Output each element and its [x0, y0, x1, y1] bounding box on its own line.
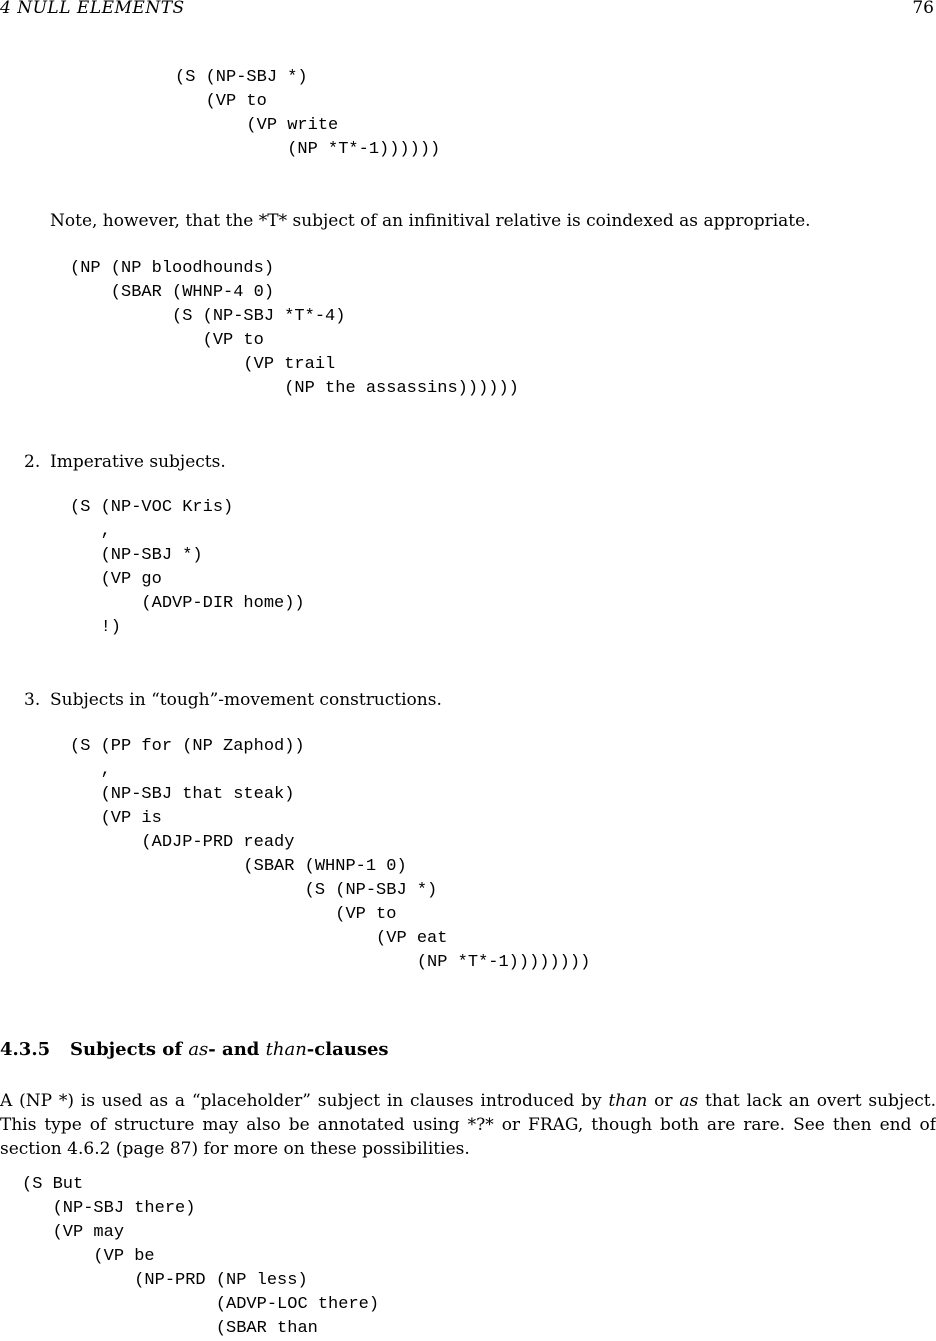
body-text: A (NP *) is used as a “placeholder” subject in clauses introduced by: [0, 1091, 609, 1111]
list-item-number: 2.: [24, 452, 41, 472]
note-paragraph: Note, however, that the *T* subject of an infinitival relative is coindexed as appropriate.: [50, 211, 811, 231]
section-title-than: than: [265, 1039, 307, 1060]
page-number: 76: [912, 0, 934, 18]
section-number: 4.3.5: [0, 1039, 51, 1060]
section-title-as: as: [188, 1039, 209, 1060]
code-example-infinitive: (S (NP-SBJ *) (VP to (VP write (NP *T*-1)))))): [175, 68, 441, 159]
body-text-than: than: [608, 1091, 648, 1111]
list-item-tough-movement: [24, 688, 442, 712]
list-item-text: Imperative subjects.: [50, 452, 226, 472]
list-item-number: 3.: [24, 690, 41, 710]
page-header: [0, 0, 936, 20]
section-title-part: -clauses: [306, 1039, 389, 1060]
code-example-bloodhounds: (NP (NP bloodhounds) (SBAR (WHNP-4 0) (S (NP-SBJ *T*-4) (VP to (VP trail (NP the assassins)))))): [70, 259, 519, 398]
code-example-tough: (S (PP for (NP Zaphod)) , (NP-SBJ that steak) (VP is (ADJP-PRD ready (SBAR (WHNP-1 0) (S (NP-SBJ *) (VP to (VP eat (NP *T*-1)))))))): [70, 737, 591, 972]
body-text-as: as: [679, 1091, 699, 1111]
body-text: that lack an overt subject. This type of structure may also be annotated using *?* or FRAG, though both are rare. See then end of section 4.6.2 (page 87) for more on these possibilities.: [0, 1091, 936, 1159]
list-item-imperative: [24, 450, 226, 474]
body-paragraph: [0, 1089, 936, 1161]
section-heading: [0, 1039, 389, 1060]
list-item-text: Subjects in “tough”-movement constructions.: [50, 690, 442, 710]
section-title-part: Subjects of: [70, 1039, 189, 1060]
body-text: or: [647, 1091, 680, 1111]
chapter-title: 4 NULL ELEMENTS: [0, 0, 185, 18]
code-example-imperative: (S (NP-VOC Kris) , (NP-SBJ *) (VP go (ADVP-DIR home)) !): [70, 498, 305, 637]
section-title-part: - and: [208, 1039, 266, 1060]
code-example-than-clause: (S But (NP-SBJ there) (VP may (VP be (NP-PRD (NP less) (ADVP-LOC there) (SBAR than: [22, 1175, 380, 1338]
